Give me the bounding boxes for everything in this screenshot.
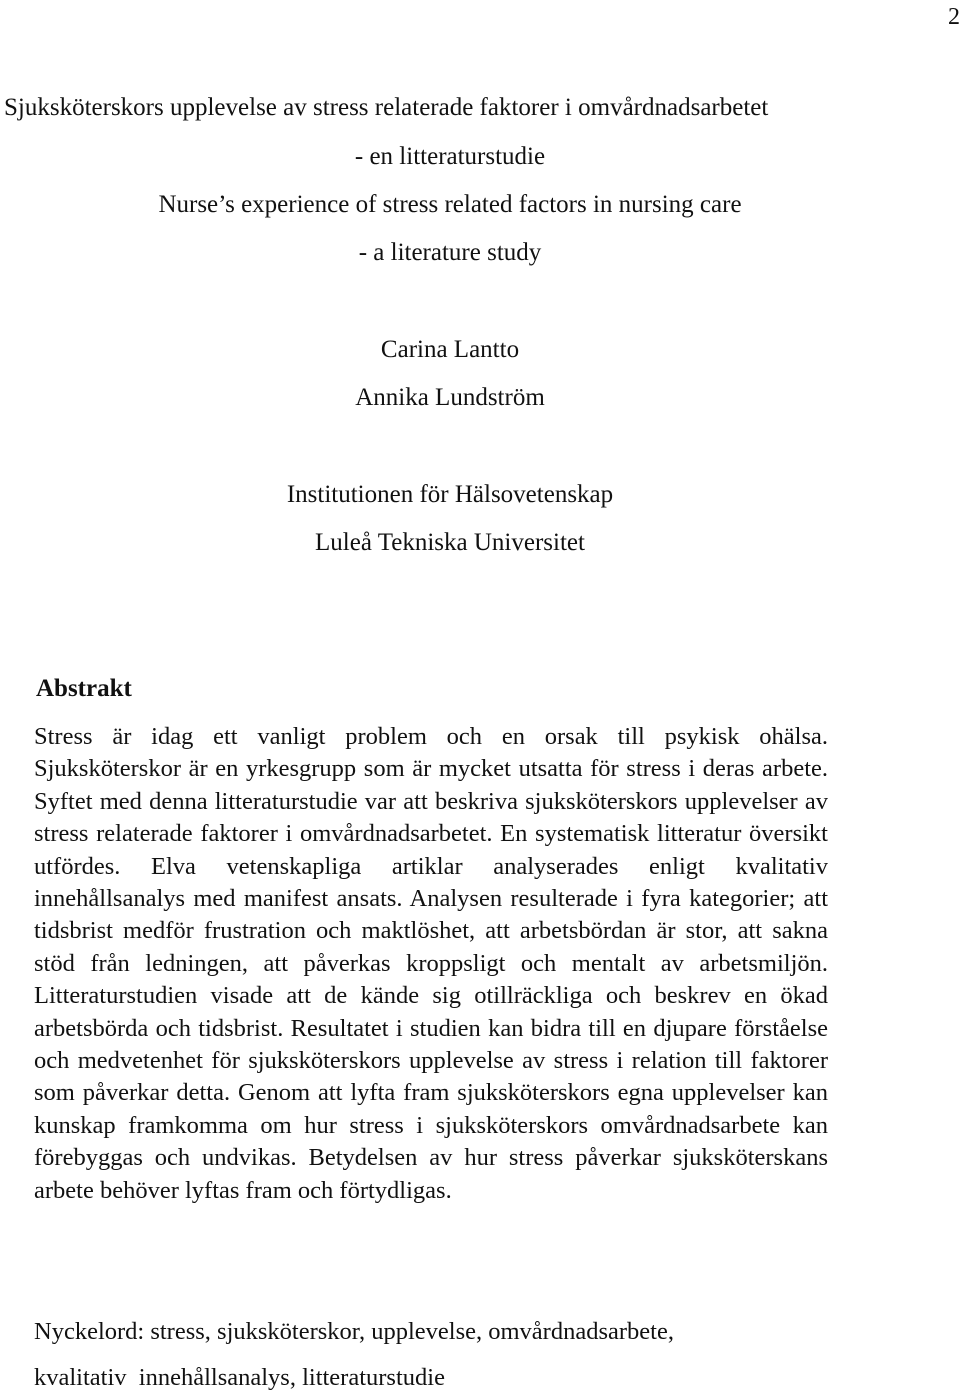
author-2: Annika Lundström — [355, 384, 545, 411]
page-number: 2 — [948, 4, 960, 30]
abstract-heading: Abstrakt — [36, 675, 132, 702]
subtitle-english: - a literature study — [358, 239, 542, 266]
keywords-line-1: Nyckelord: stress, sjuksköterskor, upplevelse, omvårdnadsarbete, — [34, 1318, 674, 1345]
author-1: Carina Lantto — [380, 336, 520, 363]
keywords-line-2: kvalitativ innehållsanalys, litteraturstudie — [34, 1364, 445, 1391]
affiliation-department: Institutionen för Hälsovetenskap — [286, 481, 614, 508]
title-english: Nurse’s experience of stress related factors in nursing care — [158, 191, 742, 218]
affiliation-university: Luleå Tekniska Universitet — [315, 529, 585, 556]
subtitle-swedish: - en litteraturstudie — [354, 143, 546, 170]
keywords — [34, 1316, 834, 1394]
title-swedish: Sjuksköterskors upplevelse av stress relaterade faktorer i omvårdnadsarbetet — [4, 94, 769, 121]
abstract-body: Stress är idag ett vanligt problem och en orsak till psykisk ohälsa. Sjuksköterskor är en yrkesgrupp som är mycket utsatta för stress i deras arbete. Syftet med denna litteraturstudie var att beskriva sjuksköterskors upplevelser av stress relaterade faktorer i omvårdnadsarbetet. En systematisk litteratur översikt utfördes. Elva vetenskapliga artiklar analyserades enligt kvalitativ innehållsanalys med manifest ansats. Analysen resulterade i fyra kategorier; att tidsbrist medför frustration och maktlöshet, att arbetsbördan är stor, att sakna stöd från ledningen, att påverkas kroppsligt och mentalt av arbetsmiljön. Litteraturstudien visade att de kände sig otillräckliga och beskrev en ökad arbetsbörda och tidsbrist. Resultatet i studien kan bidra till en djupare förståelse och medvetenhet för sjuksköterskors upplevelse av stress i relation till faktorer som påverkar detta. Genom att lyfta fram sjuksköterskors egna upplevelser kan kunskap framkomma om hur stress i sjuksköterskors omvårdnadsarbete kan förebyggas och undvikas. Betydelsen av hur stress påverkar sjuksköterskans arbete behöver lyftas fram och förtydligas. — [34, 723, 828, 1204]
